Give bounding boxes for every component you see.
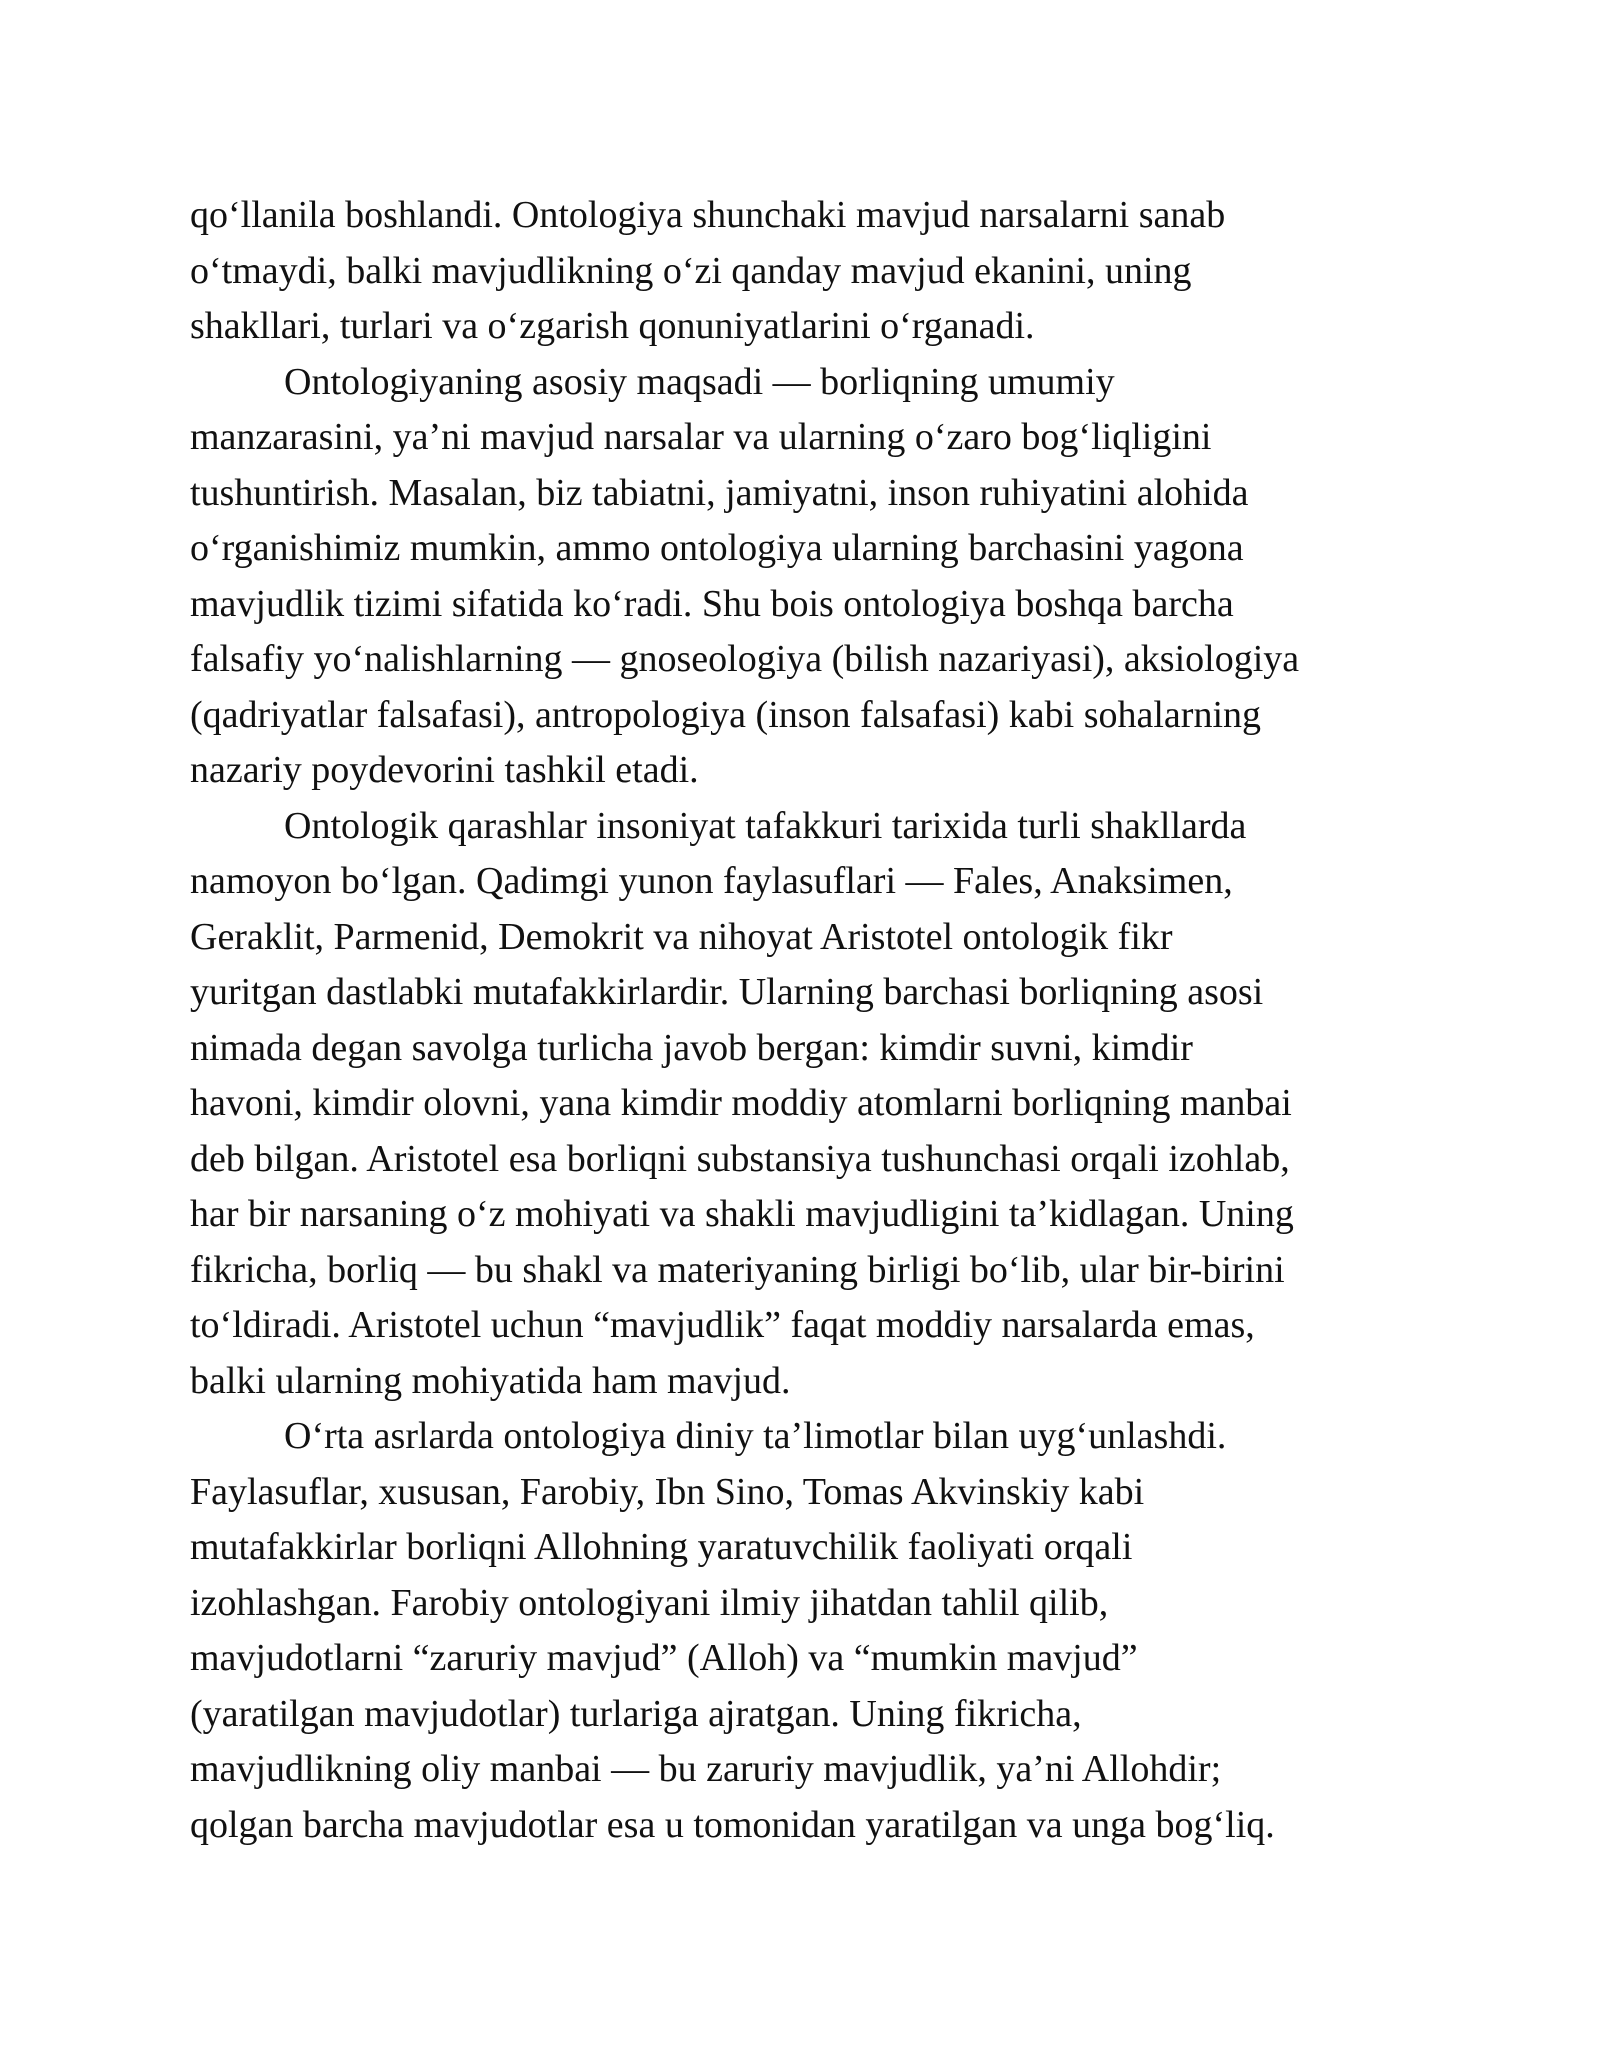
document-body [190, 188, 1420, 1853]
text-line: qolgan barcha mavjudotlar esa u tomonidan yaratilgan va unga bog‘liq. [190, 1803, 1275, 1846]
text-line: tushuntirish. Masalan, biz tabiatni, jamiyatni, inson ruhiyatini alohida [190, 471, 1249, 514]
text-line: falsafiy yo‘nalishlarning — gnoseologiya (bilish nazariyasi), aksiologiya [190, 638, 1300, 680]
text-line: shakllari, turlari va o‘zgarish qonuniyatlarini o‘rganadi. [190, 305, 1035, 347]
paragraph-1 [190, 188, 1420, 355]
text-line: (yaratilgan mavjudotlar) turlariga ajratgan. Uning fikricha, [190, 1692, 1082, 1735]
paragraph-2 [190, 355, 1420, 799]
text-line: izohlashgan. Farobiy ontologiyani ilmiy jihatdan tahlil qilib, [190, 1581, 1109, 1624]
text-line: namoyon bo‘lgan. Qadimgi yunon faylasuflari — Fales, Anaksimen, [190, 860, 1233, 902]
paragraph-3 [190, 799, 1420, 1410]
text-line: qo‘llanila boshlandi. Ontologiya shunchaki mavjud narsalarni sanab [190, 194, 1226, 236]
text-line: havoni, kimdir olovni, yana kimdir moddiy atomlarni borliqning manbai [190, 1082, 1292, 1124]
text-line: balki ularning mohiyatida ham mavjud. [190, 1359, 791, 1402]
text-line: (qadriyatlar falsafasi), antropologiya (inson falsafasi) kabi sohalarning [190, 693, 1262, 736]
text-line: to‘ldiradi. Aristotel uchun “mavjudlik” faqat moddiy narsalarda emas, [190, 1304, 1255, 1346]
text-line: Geraklit, Parmenid, Demokrit va nihoyat Aristotel ontologik fikr [190, 915, 1173, 958]
text-line: har bir narsaning o‘z mohiyati va shakli mavjudligini ta’kidlagan. Uning [190, 1193, 1294, 1235]
paragraph-4 [190, 1409, 1420, 1853]
text-line: deb bilgan. Aristotel esa borliqni substansiya tushunchasi orqali izohlab, [190, 1137, 1290, 1180]
text-line: mavjudlikning oliy manbai — bu zaruriy mavjudlik, ya’ni Allohdir; [190, 1748, 1222, 1790]
text-line: mavjudlik tizimi sifatida ko‘radi. Shu bois ontologiya boshqa barcha [190, 582, 1234, 625]
text-line: O‘rta asrlarda ontologiya diniy ta’limotlar bilan uyg‘unlashdi. [284, 1415, 1227, 1457]
text-line: Faylasuflar, xususan, Farobiy, Ibn Sino, Tomas Akvinskiy kabi [190, 1470, 1145, 1513]
text-line: o‘rganishimiz mumkin, ammo ontologiya ularning barchasini yagona [190, 527, 1244, 569]
text-line: nazariy poydevorini tashkil etadi. [190, 749, 699, 791]
text-line: mavjudotlarni “zaruriy mavjud” (Alloh) va “mumkin mavjud” [190, 1637, 1138, 1679]
text-line: nimada degan savolga turlicha javob bergan: kimdir suvni, kimdir [190, 1026, 1193, 1069]
text-line: Ontologik qarashlar insoniyat tafakkuri tarixida turli shakllarda [284, 804, 1247, 847]
text-line: yuritgan dastlabki mutafakkirlardir. Ularning barchasi borliqning asosi [190, 971, 1264, 1013]
text-line: Ontologiyaning asosiy maqsadi — borliqning umumiy [284, 360, 1115, 403]
text-line: o‘tmaydi, balki mavjudlikning o‘zi qanday mavjud ekanini, uning [190, 249, 1192, 292]
text-line: manzarasini, ya’ni mavjud narsalar va ularning o‘zaro bog‘liqligini [190, 416, 1212, 458]
text-line: mutafakkirlar borliqni Allohning yaratuvchilik faoliyati orqali [190, 1526, 1133, 1568]
text-line: fikricha, borliq — bu shakl va materiyaning birligi bo‘lib, ular bir-birini [190, 1248, 1285, 1291]
